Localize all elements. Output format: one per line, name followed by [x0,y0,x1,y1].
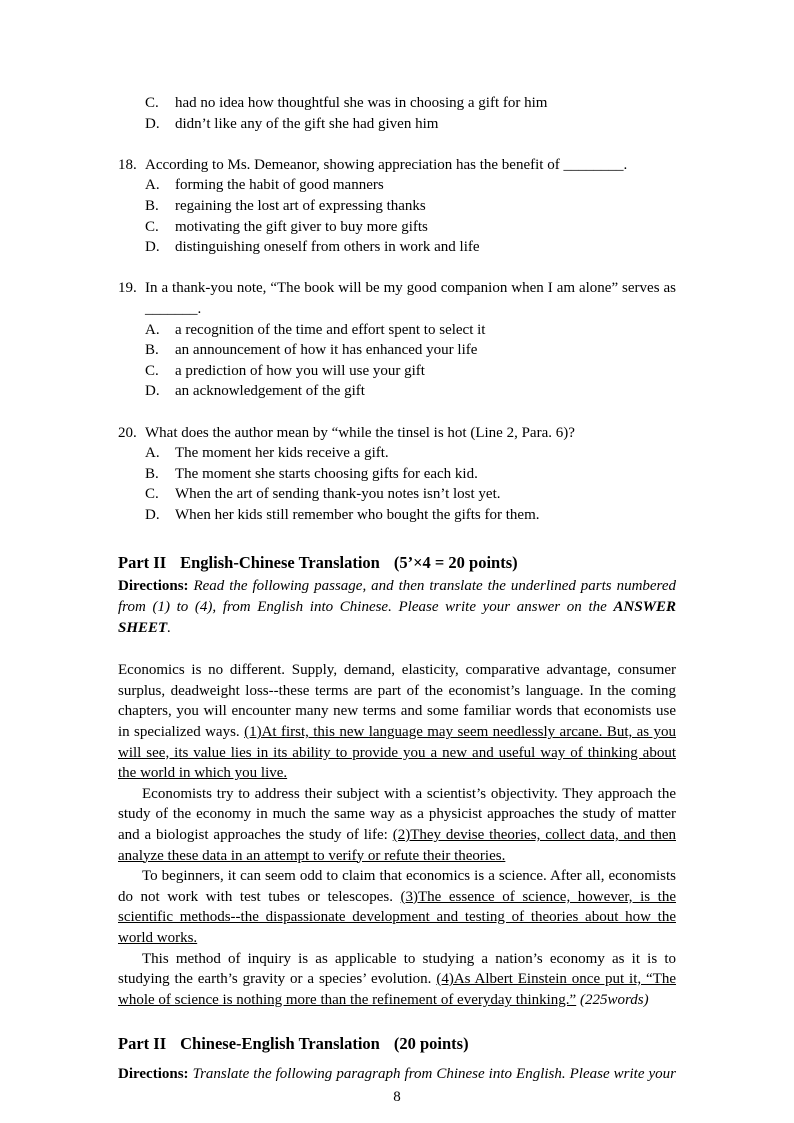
question-stem-row [118,423,676,444]
question-number: 18. [118,156,137,173]
option-row [118,443,676,464]
option-row [118,505,676,526]
option-row [118,237,676,258]
question-stem-row [118,278,676,299]
section-name: English-Chinese Translation [180,553,380,573]
option-letter: C. [145,362,159,379]
option-text: motivating the gift giver to buy more gifts [175,218,428,235]
option-letter: A. [145,321,160,338]
page-number: 8 [393,1088,401,1105]
section-title-chinese-english [118,1032,676,1055]
option-letter: A. [145,445,160,462]
question-19 [118,278,676,402]
option-text: a recognition of the time and effort spent to select it [175,321,486,338]
section-points: (5’×4 = 20 points) [393,553,518,573]
option-letter: A. [145,177,160,194]
option-text: The moment her kids receive a gift. [175,445,389,462]
underlined-part-2: (2)They devise theories, collect data, and then analyze these data in an attempt to verify or refute their theories. [118,827,676,864]
option-text: The moment she starts choosing gifts for each kid. [175,465,478,482]
question-stem-row [118,155,676,176]
passage-paragraph-3 [118,866,676,948]
question-stem: According to Ms. Demeanor, showing appreciation has the benefit of ________. [145,156,628,173]
passage-paragraph-1 [118,660,676,784]
word-count: (225words) [579,991,649,1008]
option-letter: B. [145,465,159,482]
passage-paragraph-2 [118,784,676,866]
option-text: When her kids still remember who bought the gifts for them. [175,506,540,523]
question-number: 19. [118,280,137,297]
paragraph-text: Economists try to address their subject with a scientist’s objectivity. They approach the study of the economy in much the same way as a physicist approaches the study of matter and a biologist approaches the study of life: [118,785,676,843]
option-row [118,381,676,402]
paragraph-text: This method of inquiry is as applicable to studying a nation’s economy as it is to studying the earth’s gravity or a species’ evolution. [118,950,676,988]
option-row [118,320,676,341]
underlined-part-3: (3)The essence of science, however, is the scientific methods--the dispassionate development and testing of theories about how the world works. [118,888,677,946]
paragraph-text: Economics is no different. Supply, demand, elasticity, comparative advantage, consumer surplus, deadweight loss--these terms are part of the economist’s language. In the coming chapters, you will encounter many new terms and some familiar words that economists use in specialized ways. [118,662,676,741]
option-letter: D. [145,115,160,132]
question-20 [118,423,676,526]
question-number: 20. [118,424,137,441]
option-row [118,361,676,382]
question-stem: What does the author mean by “while the tinsel is hot (Line 2, Para. 6)? [145,424,575,441]
option-text: a prediction of how you will use your gift [175,362,425,379]
translation-passage [118,660,676,1010]
option-letter: C. [145,486,159,503]
directions-label: Directions: [118,1066,189,1083]
section-title-english-chinese [118,551,676,574]
directions-label: Directions: [118,578,189,595]
option-text: had no idea how thoughtful she was in choosing a gift for him [175,95,548,111]
option-text: an acknowledgement of the gift [175,383,365,400]
option-text: didn’t like any of the gift she had given him [175,115,439,132]
question-17-options-tail [118,93,676,134]
section-name: Chinese-English Translation [180,1034,380,1054]
section-part-label: Part II [118,553,167,573]
option-text: forming the habit of good manners [175,177,384,194]
directions-chinese-english [118,1064,676,1085]
option-row [118,175,676,196]
option-letter: C. [145,218,159,235]
directions-answer-sheet: ANSWER SHEET [118,599,677,636]
option-text: When the art of sending thank-you notes isn’t lost yet. [175,486,501,503]
directions-period: . [167,619,171,636]
question-blank-line: _______. [145,300,202,317]
option-row [118,340,676,361]
option-letter: D. [145,239,160,256]
option-row [118,217,676,238]
section-part-label: Part II [118,1034,167,1054]
option-letter: D. [145,383,160,400]
underlined-part-1: (1)At first, this new language may seem needlessly arcane. But, as you will see, its value lies in its ability to provide you a new and useful way of thinking about the world in which you live. [118,724,677,782]
directions-english-chinese [118,576,676,638]
option-letter: B. [145,342,159,359]
passage-paragraph-4 [118,949,676,1011]
question-stem: In a thank-you note, “The book will be my good companion when I am alone” serves as [145,280,676,297]
option-text: regaining the lost art of expressing thanks [175,197,426,214]
option-text: distinguishing oneself from others in work and life [175,239,480,256]
option-row [118,93,676,114]
underlined-part-4: (4)As Albert Einstein once put it, “The whole of science is nothing more than the refinement of everyday thinking.” [118,971,677,1008]
option-row [118,196,676,217]
section-points: (20 points) [393,1034,469,1054]
option-row [118,114,676,135]
option-letter: D. [145,506,160,523]
option-text: an announcement of how it has enhanced your life [175,342,478,359]
directions-text: Read the following passage, and then translate the underlined parts numbered from (1) to (4), from English into Chinese. Please write your answer on the [118,578,676,616]
directions-text: Translate the following paragraph from Chinese into English. Please write your [192,1066,677,1083]
paragraph-text: To beginners, it can seem odd to claim that economics is a science. After all, economists do not work with test tubes or telescopes. [118,868,676,905]
question-18 [118,155,676,258]
option-letter: C. [145,95,159,111]
option-row [118,464,676,485]
option-row [118,484,676,505]
option-letter: B. [145,197,159,214]
